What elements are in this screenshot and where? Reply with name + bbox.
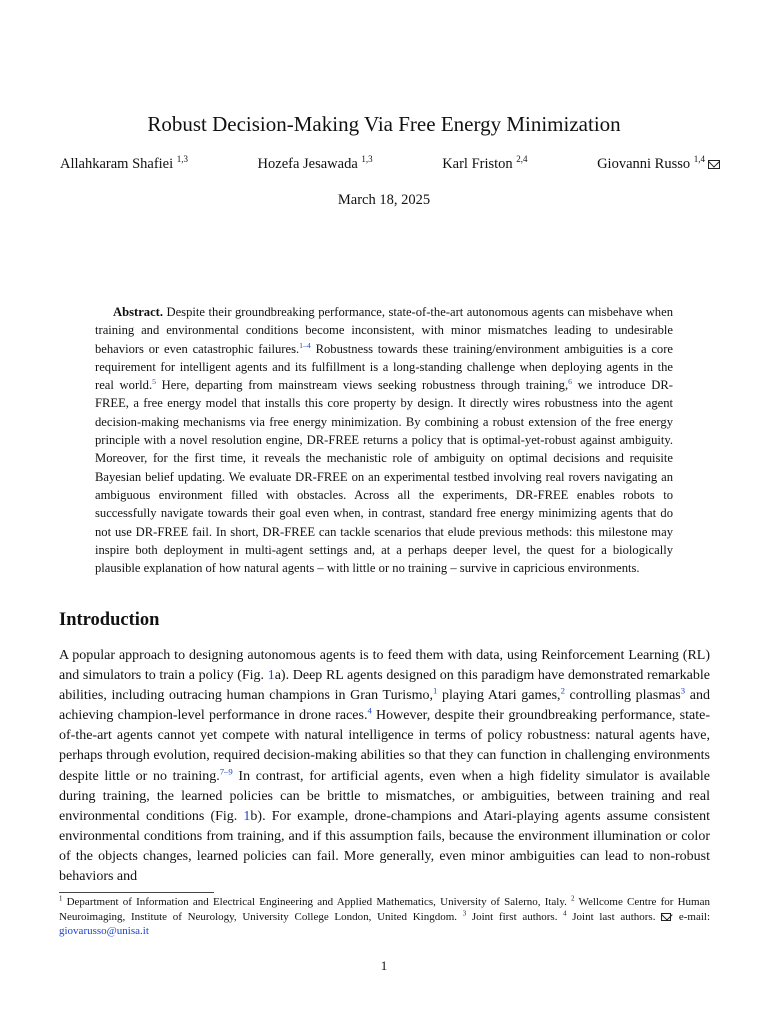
footnote-text: Wellcome Centre for Human Neuroimaging, Institute of Neurology, University College London, United Kingdom.	[59, 896, 710, 923]
abstract-text: Here, departing from mainstream views seeking robustness through training,	[156, 378, 569, 393]
footnote-text: Department of Information and Electrical Engineering and Applied Mathematics, University of Salerno, Italy.	[62, 896, 572, 908]
abstract-text: Despite their groundbreaking performance, state-of-the-art autonomous agents can misbehave when training and environmental conditions become inconsistent, with minor mismatches leading to undesirable behaviors or even catastrophic failures.	[95, 305, 673, 356]
email-link[interactable]: giovarusso@unisa.it	[59, 925, 149, 938]
citation-link[interactable]: 7–9	[219, 765, 233, 776]
author-1	[60, 156, 188, 173]
body-text: and achieving champion-level performance in drone races.	[59, 688, 710, 724]
body-text: b). For example, drone-champions and Atari-playing agents assume consistent environmental conditions from training, and if this assumption fails, because the environment illumination or color of the objects changes, learned policies can fail. More generally, even minor ambiguities can lead to non-robust behaviors and	[59, 808, 711, 885]
footnote-text: Joint first authors.	[466, 910, 564, 923]
introduction-paragraph	[59, 646, 710, 887]
author-name: Allahkaram Shafiei	[60, 156, 174, 172]
author-name: Giovanni Russo	[597, 156, 691, 172]
author-list	[60, 156, 720, 173]
section-heading-introduction: Introduction	[59, 610, 160, 630]
author-affiliation: 1,3	[176, 154, 189, 165]
body-text: However, despite their groundbreaking performance, state-of-the-art agents cannot yet compete with natural intelligence in terms of policy robustness: natural agents have, perhaps through evolution, required decision-making abilities so that they can function in challenging environments despite little or no training.	[59, 708, 710, 784]
envelope-icon	[708, 160, 720, 169]
body-text: playing Atari games,	[437, 688, 561, 704]
figure-link[interactable]: 1	[243, 808, 251, 824]
footnote-rule	[59, 892, 214, 893]
body-text: controlling plasmas	[564, 688, 681, 704]
citation-link[interactable]: 5	[152, 377, 156, 386]
citation-link[interactable]: 3	[680, 685, 686, 696]
figure-link[interactable]: 1	[267, 668, 275, 684]
citation-link[interactable]: 1	[433, 685, 438, 696]
abstract-text: Robustness towards these training/environment ambiguities is a core requirement for intelligent agents and its fulfillment is a long-standing challenge when deploying agents in the real world.	[95, 341, 673, 393]
abstract	[95, 303, 673, 577]
body-text: a). Deep RL agents designed on this paradigm have demonstrated remarkable abilities, including outracing human champions in Gran Turismo,	[59, 668, 710, 704]
page-number: 1	[380, 958, 388, 973]
author-name: Karl Friston	[442, 156, 513, 172]
abstract-label: Abstract.	[113, 305, 164, 319]
citation-link[interactable]: 1–4	[299, 340, 311, 350]
envelope-icon	[661, 913, 671, 921]
author-affiliation: 1,4	[693, 154, 705, 165]
footnote-marker: 4	[563, 909, 567, 917]
footnotes	[59, 895, 710, 939]
citation-link[interactable]: 2	[560, 685, 565, 696]
footnote-marker: 3	[462, 909, 467, 917]
abstract-text: we introduce DR-FREE, a free energy model that installs this core property by design. It directly wires robustness into the agent decision-making mechanisms via free energy minimization. By combining a robust extension of the free energy principle with a novel resolution engine, DR-FREE returns a policy that is optimal-yet-robust against ambiguity. Moreover, for the first time, it reveals the mechanistic role of ambiguity on optimal decisions and requisite Bayesian belief updating. We evaluate DR-FREE on an experimental testbed involving real rovers navigating an ambiguous environment filled with obstacles. Across all the experiments, DR-FREE enables robots to successfully navigate towards their goal even when, in contrast, standard free energy minimizing agents that do not use DR-FREE fail. In short, DR-FREE can tackle scenarios that elude previous methods: this milestone may inspire both deployment in multi-agent settings and, at a perhaps deeper level, the quest for a biologically plausible explanation of how natural agents – with little or no training – survive in capricious environments.	[95, 378, 673, 576]
citation-link[interactable]: 6	[568, 377, 572, 386]
author-3	[442, 156, 527, 173]
author-4	[597, 156, 720, 173]
footnote-text: e-mail:	[673, 910, 711, 923]
citation-link[interactable]: 4	[367, 705, 372, 716]
footnote-marker: 1	[59, 895, 63, 903]
footnote-marker: 2	[571, 895, 575, 903]
author-affiliation: 1,3	[361, 154, 373, 165]
author-2	[258, 156, 373, 173]
body-text: A popular approach to designing autonomous agents is to feed them with data, using Reinforcement Learning (RL) and simulators to train a policy (Fig.	[59, 648, 710, 684]
author-affiliation: 2,4	[516, 154, 528, 165]
footnote-text: Joint last authors.	[566, 910, 662, 923]
author-name: Hozefa Jesawada	[257, 156, 358, 172]
paper-date: March 18, 2025	[337, 192, 431, 208]
paper-title: Robust Decision-Making Via Free Energy Minimization	[147, 112, 621, 136]
body-text: In contrast, for artificial agents, even when a high fidelity simulator is available during training, the learned policies can be brittle to mismatches, or ambiguities, between training and real environmental conditions (Fig.	[59, 768, 710, 824]
